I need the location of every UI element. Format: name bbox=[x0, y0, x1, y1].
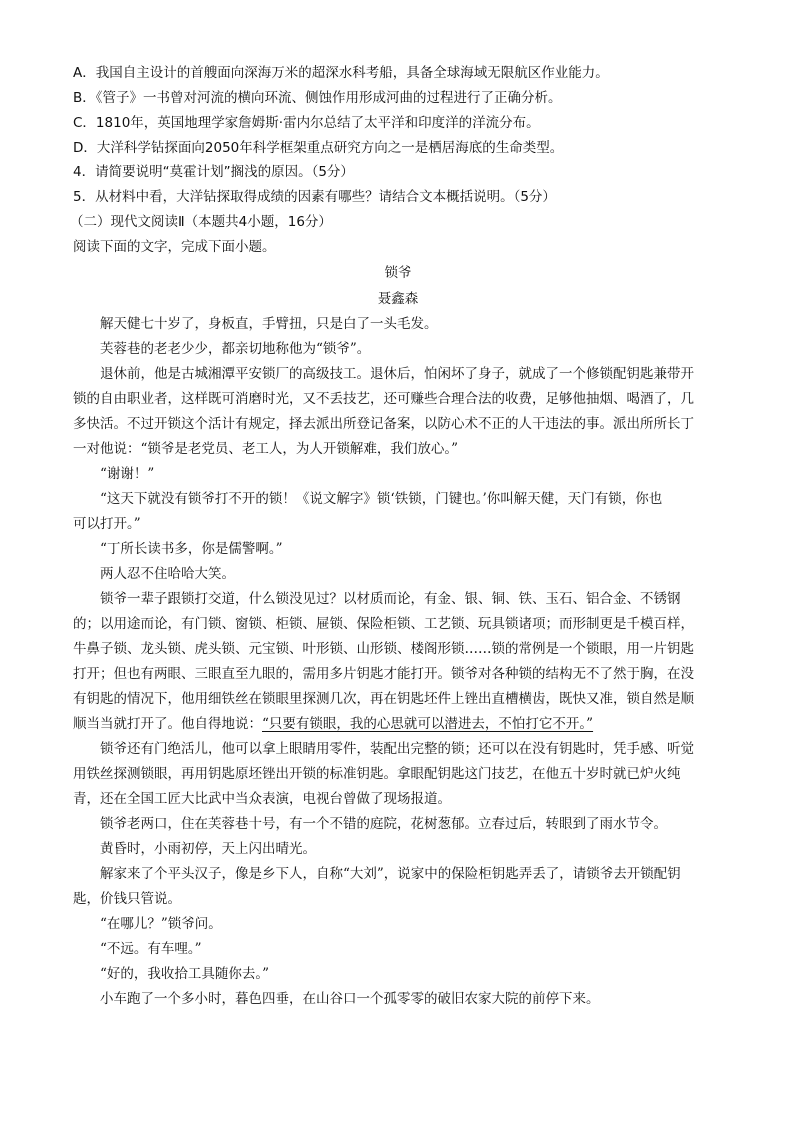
story-line: 锁的自由职业者，这样既可消磨时光，又不丢技艺，还可赚些合理合法的收费，足够他抽烟、喝酒了，几 bbox=[73, 391, 694, 407]
story-paragraph: 锁爷一辈子跟锁打交道，什么锁没见过？以材质而论，有金、银、铜、铁、玉石、铝合金、不锈钢 bbox=[100, 591, 681, 607]
story-line: 有钥匙的情况下，他用细铁丝在锁眼里探测几次，再在钥匙坯件上锉出直槽横齿，既快又准，锁自然是顺 bbox=[73, 691, 694, 707]
story-line: 多快活。不过开锁这个活计有规定，择去派出所登记备案，以防心术不正的人干违法的事。派出所所长丁 bbox=[73, 416, 694, 432]
section-heading: （二）现代文阅读Ⅱ（本题共4小题，16分） bbox=[70, 214, 332, 230]
underlined-quote: “只要有锁眼，我的心思就可以潜进去，不怕打它不开。” bbox=[262, 716, 594, 732]
story-paragraph: 锁爷老两口，住在芙蓉巷十号，有一个不错的庭院，花树葱郁。立春过后，转眼到了雨水节令。 bbox=[100, 816, 667, 832]
story-paragraph: 解天健七十岁了，身板直，手臂扭，只是白了一头毛发。 bbox=[100, 316, 438, 332]
story-paragraph: 小车跑了一个多小时，暮色四垂，在山谷口一个孤零零的破旧农家大院的前停下来。 bbox=[100, 991, 600, 1007]
story-line: 青，还在全国工匠大比武中当众表演，电视台曾做了现场报道。 bbox=[73, 791, 451, 807]
story-line: 打开；但也有两眼、三眼直至九眼的，需用多片钥匙才能打开。锁爷对各种锁的结构无不了然于胸，在没 bbox=[73, 666, 694, 682]
story-dialogue: “好的，我收拾工具随你去。” bbox=[100, 966, 270, 982]
story-title: 锁爷 bbox=[384, 265, 412, 281]
story-dialogue: “不远。有车哩。” bbox=[100, 941, 202, 957]
story-paragraph: 芙蓉巷的老老少少，都亲切地称他为“锁爷”。 bbox=[100, 341, 371, 357]
option-c: C．1810年，英国地理学家詹姆斯·雷内尔总结了太平洋和印度洋的洋流分布。 bbox=[73, 115, 540, 131]
story-line: 一对他说：“锁爷是老党员、老工人，为人开锁解难，我们放心。” bbox=[73, 441, 459, 457]
story-paragraph: 黄昏时，小雨初停，天上闪出晴光。 bbox=[100, 841, 316, 857]
story-paragraph: 解家来了个平头汉子，像是乡下人，自称“大刘”，说家中的保险柜钥匙弄丢了，请锁爷去开锁配钥 bbox=[100, 866, 681, 882]
option-d: D．大洋科学钻探面向2050年科学框架重点研究方向之一是栖居海底的生命类型。 bbox=[73, 140, 564, 156]
story-dialogue: “这天下就没有锁爷打不开的锁！《说文解字》锁‘铁锁，门键也。’你叫解天健，天门有锁，你也 bbox=[100, 491, 663, 507]
story-dialogue: “丁所长读书多，你是儒警啊。” bbox=[100, 541, 283, 557]
story-line bbox=[73, 714, 593, 734]
story-line: 牛鼻子锁、龙头锁、虎头锁、元宝锁、叶形锁、山形锁、楼阁形锁……锁的常例是一个锁眼，用一片钥匙 bbox=[73, 641, 694, 657]
story-paragraph: 两人忍不住哈哈大笑。 bbox=[100, 566, 235, 582]
story-dialogue: “谢谢！” bbox=[100, 466, 155, 482]
option-a: A．我国自主设计的首艘面向深海万米的超深水科考船，具备全球海域无限航区作业能力。 bbox=[73, 65, 609, 81]
option-b: B．《管子》一书曾对河流的横向环流、侧蚀作用形成河曲的过程进行了正确分析。 bbox=[73, 90, 562, 106]
question-4: 4．请简要说明“莫霍计划”搁浅的原因。（5分） bbox=[73, 164, 354, 180]
story-dialogue: “在哪儿？”锁爷问。 bbox=[100, 916, 222, 932]
story-paragraph: 锁爷还有门绝活儿，他可以拿上眼睛用零件，装配出完整的锁；还可以在没有钥匙时，凭手感、听觉 bbox=[100, 741, 694, 757]
section-instruction: 阅读下面的文字，完成下面小题。 bbox=[73, 239, 276, 255]
story-line: 匙，价钱只管说。 bbox=[73, 891, 181, 907]
story-line: 用铁丝探测锁眼，再用钥匙原坯锉出开锁的标准钥匙。拿眼配钥匙这门技艺，在他五十岁时就已炉火纯 bbox=[73, 766, 681, 782]
question-5: 5．从材料中看，大洋钻探取得成绩的因素有哪些？请结合文本概括说明。（5分） bbox=[73, 189, 556, 205]
story-line: 可以打开。” bbox=[73, 516, 141, 532]
story-paragraph: 退休前，他是古城湘潭平安锁厂的高级技工。退休后，怕闲坏了身子，就成了一个修锁配钥匙兼带开 bbox=[100, 366, 694, 382]
story-text: 顺当当就打开了。他自得地说： bbox=[73, 716, 262, 732]
story-author: 聂鑫森 bbox=[377, 291, 419, 307]
story-line: 的；以用途而论，有门锁、窗锁、柜锁、屉锁、保险柜锁、工艺锁、玩具锁诸项；而形制更是千模百样， bbox=[73, 616, 694, 632]
